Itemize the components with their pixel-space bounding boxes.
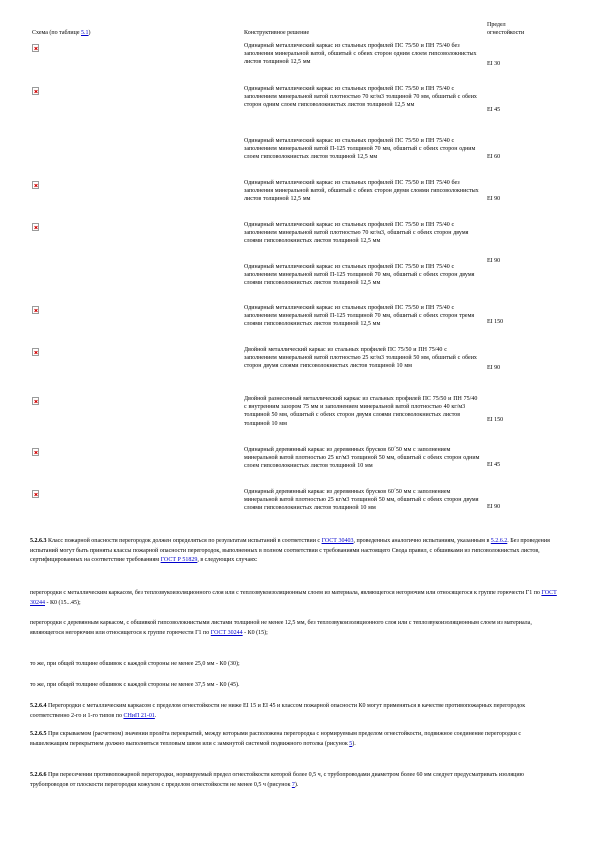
paragraph-text: Перегородки с металлическим каркасом с пределом огнестойкости не ниже EI 15 и EI 45 и классом пожарной опасности К0 могут применяться в качестве противопожарных перегородок соответственно 2-го и 1-го типов по <box>30 703 526 719</box>
scheme-image-placeholder <box>32 181 39 189</box>
paragraph-5-2-6-3 <box>30 537 560 566</box>
paragraph-5-2-6-5 <box>30 730 560 749</box>
gost-30244-link[interactable]: ГОСТ 30244 <box>210 629 243 636</box>
gost-30403-link[interactable]: ГОСТ 30403 <box>321 538 354 544</box>
row-description: Двойной разнесенный металлический каркас из стальных профилей ПС 75/50 и ПН 75/40 с внутренним зазором 75 мм и заполнением минеральной ватой плотностью 40 кг/м3 толщиной 50 мм, обшитый с обеих сторон двумя слоями гипсоволокнистых листов толщиной 10 мм <box>244 396 478 427</box>
row-description: Одинарный металлический каркас из стальных профилей ПС 75/50 и ПН 75/40 с заполнением минеральной ватой плотностью 70 кг/м3, обшитый с обеих сторон двумя слоями гипсоволокнистых листов толщиной 12,5 мм <box>244 222 469 245</box>
paragraph-text: - К0 (15...45); <box>45 599 81 606</box>
row-description: Одинарный металлический каркас из стальных профилей ПС 75/50 и ПН 75/40 без заполнения минеральной ватой, обшитый с обеих сторон двумя слоями гипсоволокнистых листов толщиной 12,5 мм <box>244 180 479 203</box>
paragraph-text: Класс пожарной опасности перегородок должен определяться по результатам испытаний в соответствии с <box>46 538 322 544</box>
scheme-image-placeholder <box>32 348 39 356</box>
clause-5-2-6-2-link[interactable]: 5.2.6.2 <box>490 538 508 544</box>
row-fire-limit: EI 30 <box>487 61 501 67</box>
scheme-image-placeholder <box>32 306 39 314</box>
row-description: Одинарный металлический каркас из стальных профилей ПС 75/50 и ПН 75/40 без заполнения минеральной ватой, обшитый с обеих сторон одним слоем гипсоволокнистых листов толщиной 12,5 мм <box>244 43 477 66</box>
row-fire-limit: EI 90 <box>487 258 501 264</box>
clause-number: 5.2.6.5 <box>30 731 47 737</box>
paragraph-text: При скрываемом (расчетном) значении пролёта перекрытий, между которыми расположена перегородка с нормируемым пределом огнестойкости, подвижное соединение перегородки с вышележащим перекрытием должно выполняться тепловым швом или с замкнутой системой подвижного потолка (рисунок <box>30 731 522 747</box>
scheme-image-placeholder <box>32 44 39 52</box>
paragraph-text: перегородки с металлическим каркасом, без теплозвукоизоляционного слоя или с теплозвукоизоляционным слоем из материала, являющегося негорючим или относящегося к группе горючести Г1 по <box>30 590 542 596</box>
row-fire-limit: EI 90 <box>487 365 501 371</box>
row-description: Двойной металлический каркас из стальных профилей ПС 75/50 и ПН 75/40 с заполнением минеральной ватой плотностью 25 кг/м3 толщиной 50 мм, обшитый с обеих сторон двумя слоями гипсоволокнистых листов толщиной 10 мм <box>244 347 477 370</box>
row-fire-limit: EI 45 <box>487 462 501 468</box>
row-description: Одинарный металлический каркас из стальных профилей ПС 75/50 и ПН 75/40 с заполнением минеральной ватой плотностью 70 кг/м3 толщиной 70 мм, обшитый с обеих сторон одним слоем гипсоволокнистых листов толщиной 12,5 мм <box>244 86 477 109</box>
gost-r-51829-link[interactable]: ГОСТ Р 51829 <box>160 557 198 564</box>
header-limit-line1: Предел <box>487 22 506 28</box>
gost-30244-link[interactable]: ГОСТ 30244 <box>30 590 557 606</box>
scheme-image-placeholder <box>32 490 39 498</box>
paragraph-text: перегородки с деревянным каркасом, с обшивкой гипсоволокнистыми листами толщиной не менее 12,5 мм, без теплозвукоизоляционного слоя или с теплозвукоизоляционным слоем из материала, являющегося негорючим или относящегося к группе горючести Г1 по <box>30 620 532 636</box>
scheme-image-placeholder <box>32 397 39 405</box>
header-solution: Конструктивное решение <box>244 30 310 36</box>
row-description: Одинарный металлический каркас из стальных профилей ПС 75/50 и ПН 75/40 с заполнением минеральной ватой П-125 толщиной 70 мм, обшитый с обеих сторон одним слоем гипсоволокнистых листов толщиной 12,5 мм <box>244 138 476 161</box>
scheme-image-placeholder <box>32 87 39 95</box>
header-scheme-post: ) <box>88 30 91 36</box>
paragraph-text: - К0 (15); <box>242 629 268 636</box>
clause-number: 5.2.6.3 <box>30 538 47 544</box>
table-5-1-link[interactable]: 5.1 <box>80 30 89 36</box>
header-limit-line2: огнестойкости <box>487 30 525 36</box>
header-scheme-pre: Схема (по таблице <box>32 30 81 36</box>
figure-7-link[interactable]: 7 <box>291 781 295 788</box>
row-fire-limit: EI 150 <box>487 319 504 325</box>
row-description: Одинарный металлический каркас из стальных профилей ПС 75/50 и ПН 75/40 с заполнением минеральной ватой П-125 толщиной 70 мм, обшитый с обеих сторон тремя слоями гипсоволокнистых листов толщиной 12,5 мм <box>244 305 475 328</box>
scheme-image-placeholder <box>32 223 39 231</box>
row-fire-limit: EI 45 <box>487 107 501 113</box>
snip-21-01-link[interactable]: СНиП 21-01 <box>123 712 155 719</box>
header-limit <box>487 21 524 37</box>
row-description: Одинарный деревянный каркас из деревянных брусков 60´50 мм с заполнением минеральной ватой плотностью 25 кг/м3 толщиной 50 мм, обшитый с обеих сторон одним слоем гипсоволокнистых листов толщиной 10 мм <box>244 447 480 470</box>
paragraph-metal-frame-case <box>30 589 560 608</box>
header-scheme <box>32 29 90 37</box>
paragraph-text: ). <box>294 781 299 788</box>
paragraph-wood-frame-case <box>30 619 560 638</box>
row-fire-limit: EI 60 <box>487 154 501 160</box>
row-fire-limit: EI 90 <box>487 504 501 510</box>
row-fire-limit: EI 150 <box>487 417 504 423</box>
figure-5-link[interactable]: 5 <box>349 740 353 747</box>
row-description: Одинарный металлический каркас из стальных профилей ПС 75/50 и ПН 75/40 с заполнением минеральной ватой П-125 толщиной 70 мм, обшитый с обеих сторон двумя слоями гипсоволокнистых листов толщиной 12,5 мм <box>244 264 475 287</box>
scheme-image-placeholder <box>32 448 39 456</box>
row-description: Одинарный деревянный каркас из деревянных брусков 60´50 мм с заполнением минеральной ватой плотностью 25 кг/м3 толщиной 50 мм, обшитый с обеих сторон двумя слоями гипсоволокнистых листов толщиной 10 мм <box>244 489 479 512</box>
paragraph-5-2-6-4 <box>30 702 560 721</box>
paragraph-k0-45: то же, при общей толщине обшивок с каждой стороны не менее 37,5 мм - К0 (45). <box>30 682 240 688</box>
clause-number: 5.2.6.6 <box>30 772 47 778</box>
paragraph-5-2-6-6 <box>30 771 560 790</box>
paragraph-text: , проведенных аналогично испытаниям, указанным в <box>353 538 491 544</box>
clause-number: 5.2.6.4 <box>30 703 47 709</box>
paragraph-text: . Без проведения испытаний могут быть приняты классы пожарной опасности перегородок, выполненных в полном соответствии с требованиями настоящего Свода правил, с обшивками из гипсоволокнистых листов, сертифицированных на соответствие требованиям <box>30 538 550 564</box>
paragraph-text: . <box>154 712 157 719</box>
paragraph-text: При пересечении противопожарной перегородки, нормируемый предел огнестойкости которой более 0,5 ч, с трубопроводами диаметром более 60 мм следует предусматривать изоляцию трубопроводов от плоскости перегородки кожухом с пределом огнестойкости не менее 0,5 ч (рисунок <box>30 772 525 788</box>
paragraph-k0-30: то же, при общей толщине обшивок с каждой стороны не менее 25,0 мм - К0 (30); <box>30 661 240 667</box>
paragraph-text: ). <box>352 740 356 747</box>
paragraph-text: , в следующих случаях: <box>197 557 258 564</box>
row-fire-limit: EI 90 <box>487 196 501 202</box>
